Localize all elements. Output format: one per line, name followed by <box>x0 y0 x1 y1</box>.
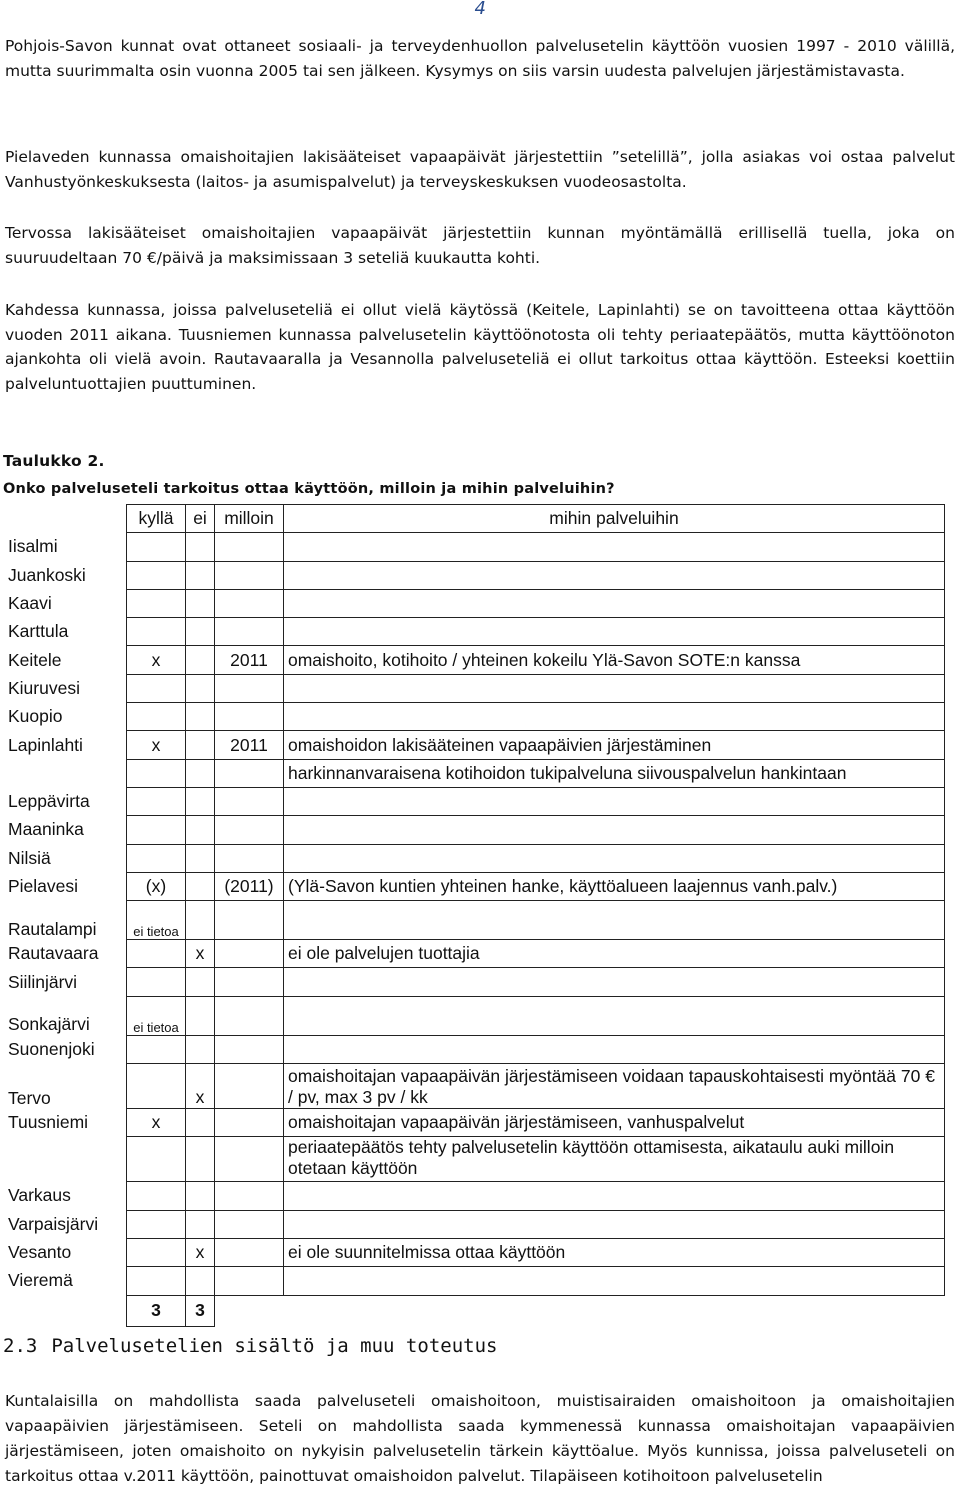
table-row <box>4 731 945 759</box>
services-cell: omaishoidon lakisääteinen vapaapäivien järjestäminen <box>284 731 945 759</box>
services-cell <box>284 901 945 940</box>
yes-cell <box>127 589 186 617</box>
total-services-cell <box>284 1295 945 1326</box>
municipality-cell: Lapinlahti <box>8 734 83 755</box>
table-row <box>4 646 945 674</box>
total-yes-cell: 3 <box>127 1295 186 1326</box>
services-cell <box>284 618 945 646</box>
yes-cell <box>127 1182 186 1210</box>
services-cell: harkinnanvaraisena kotihoidon tukipalveluna siivouspalvelun hankintaan <box>284 759 945 787</box>
no-cell: x <box>186 940 215 968</box>
table-row <box>4 618 945 646</box>
no-cell <box>186 1109 215 1137</box>
yes-cell <box>127 703 186 731</box>
yes-cell <box>127 759 186 787</box>
header-when: milloin <box>215 505 284 533</box>
municipality-cell: Varkaus <box>8 1185 71 1206</box>
header-services: mihin palveluihin <box>284 505 945 533</box>
services-cell: (Ylä-Savon kuntien yhteinen hanke, käyttöalueen laajennus vanh.palv.) <box>284 872 945 900</box>
no-cell <box>186 646 215 674</box>
no-cell <box>186 996 215 1035</box>
paragraph-pielavesi: Pielaveden kunnassa omaishoitajien lakisääteiset vapaapäivät järjestettiin ”setelillä”, jolla asiakas voi ostaa palvelut Vanhustyönkeskuksesta (laitos- ja asumispalvelut) ja terveyskeskuksen vuodeosastolta. <box>5 148 955 191</box>
table-row <box>4 1210 945 1238</box>
table-row <box>4 674 945 702</box>
yes-cell <box>127 816 186 844</box>
no-cell <box>186 787 215 815</box>
yes-cell <box>127 618 186 646</box>
services-cell <box>284 968 945 996</box>
services-cell <box>284 844 945 872</box>
paragraph-intro: Pohjois-Savon kunnat ovat ottaneet sosiaali- ja terveydenhuollon palvelusetelin käyttöön vuosien 1997 - 2010 välillä, mutta suurimmalta osin vuonna 2005 tai sen jälkeen. Kysymys on siis varsin uudesta palvelujen järjestämistavasta. <box>5 37 955 80</box>
services-cell: omaishoitajan vapaapäivän järjestämiseen, vanhuspalvelut <box>284 1109 945 1137</box>
when-cell <box>215 759 284 787</box>
services-cell: omaishoito, kotihoito / yhteinen kokeilu Ylä-Savon SOTE:n kanssa <box>284 646 945 674</box>
when-cell <box>215 968 284 996</box>
services-cell: omaishoitajan vapaapäivän järjestämiseen voidaan tapauskohtaisesti myöntää 70 € / pv, max 3 pv / kk <box>284 1064 945 1109</box>
no-cell <box>186 1182 215 1210</box>
table-row <box>4 533 945 561</box>
no-cell <box>186 1137 215 1182</box>
municipality-cell: Kuopio <box>8 706 63 727</box>
no-cell <box>186 674 215 702</box>
municipality-cell: Iisalmi <box>8 536 58 557</box>
no-cell <box>186 759 215 787</box>
no-cell <box>186 561 215 589</box>
table-row <box>4 1238 945 1266</box>
yes-cell <box>127 674 186 702</box>
services-cell <box>284 1035 945 1063</box>
yes-cell: x <box>127 731 186 759</box>
when-cell <box>215 901 284 940</box>
table-row <box>4 996 945 1035</box>
no-cell <box>186 816 215 844</box>
yes-cell: x <box>127 1109 186 1137</box>
yes-cell <box>127 561 186 589</box>
no-cell <box>186 1210 215 1238</box>
services-cell <box>284 1267 945 1295</box>
when-cell <box>215 618 284 646</box>
services-cell <box>284 533 945 561</box>
municipality-cell: Siilinjärvi <box>8 971 78 992</box>
municipality-cell: Kiuruvesi <box>8 677 80 698</box>
yes-cell: x <box>127 646 186 674</box>
no-cell <box>186 872 215 900</box>
no-cell <box>186 968 215 996</box>
municipality-cell: Suonenjoki <box>8 1038 95 1059</box>
no-cell <box>186 533 215 561</box>
no-cell <box>186 901 215 940</box>
yes-cell <box>127 1035 186 1063</box>
municipality-cell: Leppävirta <box>8 791 90 812</box>
services-cell <box>284 787 945 815</box>
when-cell <box>215 996 284 1035</box>
yes-cell <box>127 1064 186 1109</box>
municipality-cell: Rautavaara <box>8 943 99 964</box>
municipality-cell: Tervo <box>8 1087 51 1108</box>
paragraph-tervo: Tervossa lakisääteiset omaishoitajien vapaapäivät järjestettiin kunnan myöntämällä erillisellä tuella, joka on suuruudeltaan 70 €/päivä ja maksimissaan 3 seteliä kuukautta kohti. <box>5 224 955 267</box>
when-cell: 2011 <box>215 646 284 674</box>
yes-cell: (x) <box>127 872 186 900</box>
page-number: 4 <box>474 0 486 19</box>
when-cell <box>215 1109 284 1137</box>
table-row <box>4 759 945 787</box>
section-heading <box>3 1335 511 1357</box>
table-row <box>4 787 945 815</box>
yes-cell <box>127 1137 186 1182</box>
no-cell: x <box>186 1238 215 1266</box>
table-totals-row <box>4 1295 945 1326</box>
when-cell <box>215 1064 284 1109</box>
table-row <box>4 1267 945 1295</box>
when-cell <box>215 1267 284 1295</box>
services-cell: periaatepäätös tehty palvelusetelin käyttöön ottamisesta, aikataulu auki milloin otetaan käyttöön <box>284 1137 945 1182</box>
when-cell <box>215 1210 284 1238</box>
total-municipality-cell <box>4 1295 127 1326</box>
services-cell <box>284 703 945 731</box>
table-row <box>4 1064 945 1109</box>
header-municipality <box>4 505 127 533</box>
table-row <box>4 589 945 617</box>
table-row <box>4 1182 945 1210</box>
municipality-cell: Keitele <box>8 649 62 670</box>
when-cell <box>215 1137 284 1182</box>
services-cell: ei ole palvelujen tuottajia <box>284 940 945 968</box>
municipality-cell: Varpaisjärvi <box>8 1213 99 1234</box>
when-cell <box>215 940 284 968</box>
table-row <box>4 968 945 996</box>
total-when-cell <box>215 1295 284 1326</box>
services-cell <box>284 1210 945 1238</box>
table-row <box>4 901 945 940</box>
table-row <box>4 872 945 900</box>
table-row <box>4 561 945 589</box>
when-cell <box>215 703 284 731</box>
when-cell <box>215 1182 284 1210</box>
municipality-cell: Vieremä <box>8 1270 73 1291</box>
when-cell <box>215 844 284 872</box>
yes-cell <box>127 968 186 996</box>
municipality-cell: Maaninka <box>8 819 84 840</box>
services-cell: ei ole suunnitelmissa ottaa käyttöön <box>284 1238 945 1266</box>
table-question: Onko palveluseteli tarkoitus ottaa käyttöön, milloin ja mihin palveluihin? <box>3 481 615 497</box>
when-cell <box>215 816 284 844</box>
header-yes: kyllä <box>127 505 186 533</box>
yes-cell <box>127 1238 186 1266</box>
paragraph-content: Kuntalaisilla on mahdollista saada palveluseteli omaishoitoon, muistisairaiden omaishoitoon ja omaishoitajien vapaapäivien järjestämiseen. Seteli on mahdollista saada kymmenessä kunnassa omaishoitajan vapaapäivien järjestämiseen, joten omaishoito on nykyisin palvelusetelin tärkein käyttöalue. Myös kunnissa, joissa palveluseteli on tarkoitus ottaa v.2011 käyttöön, painottuvat omaishoidon palvelut. Tilapäiseen kotihoitoon palvelusetelin <box>5 1392 955 1485</box>
table-row <box>4 816 945 844</box>
yes-cell: ei tietoa <box>127 901 186 940</box>
section-title: Palvelusetelien sisältö ja muu toteutus <box>51 1335 498 1357</box>
table-row <box>4 1109 945 1137</box>
municipality-cell: Tuusniemi <box>8 1112 89 1133</box>
table-row <box>4 1137 945 1182</box>
no-cell <box>186 731 215 759</box>
paragraph-plans: Kahdessa kunnassa, joissa palveluseteliä ei ollut vielä käytössä (Keitele, Lapinlahti) se on tavoitteena ottaa käyttöön vuoden 2011 aikana. Tuusniemen kunnassa palvelusetelin käyttöönotosta oli tehty periaatepäätös, mutta käyttöönoton ajankohta oli vielä avoin. Rautavaaralla ja Vesannolla palveluseteliä ei ollut tarkoitus ottaa käyttöön. Esteeksi koettiin palveluntuottajien puuttuminen. <box>5 301 955 393</box>
municipality-voucher-table <box>4 504 945 1327</box>
municipality-cell: Vesanto <box>8 1242 72 1263</box>
no-cell <box>186 1267 215 1295</box>
table-row <box>4 940 945 968</box>
services-cell <box>284 1182 945 1210</box>
total-no-cell: 3 <box>186 1295 215 1326</box>
when-cell <box>215 674 284 702</box>
when-cell <box>215 533 284 561</box>
table-row <box>4 703 945 731</box>
header-no: ei <box>186 505 215 533</box>
services-cell <box>284 561 945 589</box>
no-cell <box>186 844 215 872</box>
municipality-cell <box>4 759 127 787</box>
municipality-cell: Nilsiä <box>8 847 51 868</box>
table-header-row <box>4 505 945 533</box>
when-cell: (2011) <box>215 872 284 900</box>
municipality-cell: Pielavesi <box>8 876 79 896</box>
municipality-cell: Kaavi <box>8 593 52 614</box>
when-cell: 2011 <box>215 731 284 759</box>
no-cell <box>186 703 215 731</box>
no-cell <box>186 618 215 646</box>
no-cell <box>186 589 215 617</box>
services-cell <box>284 996 945 1035</box>
when-cell <box>215 561 284 589</box>
table-row <box>4 844 945 872</box>
no-cell: x <box>186 1064 215 1109</box>
services-cell <box>284 589 945 617</box>
yes-cell: ei tietoa <box>127 996 186 1035</box>
municipality-cell: Rautalampi <box>8 918 97 939</box>
yes-cell <box>127 1267 186 1295</box>
yes-cell <box>127 844 186 872</box>
when-cell <box>215 1238 284 1266</box>
municipality-cell: Juankoski <box>8 564 86 585</box>
yes-cell <box>127 787 186 815</box>
when-cell <box>215 589 284 617</box>
yes-cell <box>127 533 186 561</box>
table-caption: Taulukko 2. <box>3 452 105 470</box>
no-cell <box>186 1035 215 1063</box>
when-cell <box>215 787 284 815</box>
municipality-cell <box>4 1137 127 1182</box>
table-row <box>4 1035 945 1063</box>
services-cell <box>284 816 945 844</box>
municipality-cell: Karttula <box>8 621 69 642</box>
services-cell <box>284 674 945 702</box>
yes-cell <box>127 1210 186 1238</box>
municipality-cell: Sonkajärvi <box>8 1014 90 1035</box>
yes-cell <box>127 940 186 968</box>
section-number: 2.3 <box>3 1335 38 1357</box>
when-cell <box>215 1035 284 1063</box>
